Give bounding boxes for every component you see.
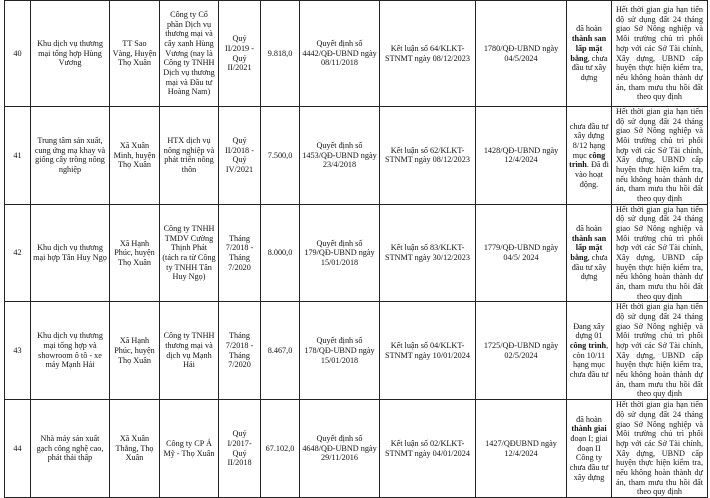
progress-status-cell [567,204,612,302]
location-cell: Xã Hạnh Phúc, huyện Thọ Xuân [110,204,160,302]
status-bold-text: công trình [569,150,606,170]
status-bold-text: thành san lấp mặt bằng [570,34,607,63]
status-pre-text: đã hoàn [576,224,602,234]
project-name-cell: Khu dịch vụ thương mại tổng hợp Hùng Vương [31,1,110,107]
progress-status-cell [567,1,612,107]
status-pre-text: đã hoàn [576,24,602,34]
project-table [4,0,708,498]
approval-decision-cell: Quyết định số 1453/QĐ-UBND ngày 23/4/2018 [300,107,380,205]
location-cell: Xã Xuân Thắng, Thọ Xuân [110,400,160,498]
inspection-conclusion-cell: Kết luận số 02/KLKT-STNMT ngày 04/01/2024 [380,400,476,498]
extension-decision-cell: 1427/QĐUBND ngày 12/4/2024 [476,400,567,498]
table-row [5,400,708,498]
schedule-cell: Tháng 7/2018 - Tháng 7/2020 [219,302,261,400]
capital-cell: 7.500,0 [261,107,300,205]
table-row [5,107,708,205]
stt-cell: 44 [5,400,31,498]
location-cell: TT Sao Vàng, Huyện Thọ Xuân [110,1,160,107]
investor-cell: Công ty TNHH TMDV Cường Thịnh Phát (tách ra từ Công ty TNHH Tân Huy Ngọ) [160,204,219,302]
approval-decision-cell: Quyết định số 178/QĐ-UBND ngày 15/01/2018 [300,302,380,400]
capital-cell: 9.818,0 [261,1,300,107]
capital-cell: 67.102,0 [261,400,300,498]
schedule-cell: Quý II/2019 - Quý II/2021 [219,1,261,107]
inspection-conclusion-cell: Kết luận số 62/KLKT-STNMT ngày 08/12/2023 [380,107,476,205]
project-name-cell: Khu dịch vụ thương mại tổng hợp và showroom ô tô - xe máy Mạnh Hải [31,302,110,400]
stt-cell: 40 [5,1,31,107]
inspection-conclusion-cell: Kết luận số 04/KLKT-STNMT ngày 10/01/2024 [380,302,476,400]
recommendation-cell: Hết thời gian gia hạn tiến độ sử dụng đất 24 tháng giao Sở Nông nghiệp và Môi trường chủ trì phối hợp với các Sở Tài chính, Xây dựng, UBND cấp huyện thực hiện kiểm tra, nếu không hoàn thành dự án, tham mưu thu hồi đất theo quy định [612,302,708,400]
investor-cell: HTX dịch vụ nông nghiệp và phát triển nông thôn [160,107,219,205]
extension-decision-cell: 1779/QĐ-UBND ngày 04/5/ 2024 [476,204,567,302]
recommendation-cell: Hết thời gian gia hạn tiến độ sử dụng đất 24 tháng giao Sở Nông nghiệp và Môi trường chủ trì phối hợp với các Sở Tài chính, Xây dựng, UBND cấp huyện thực hiện kiểm tra, nếu không hoàn thành dự án, tham mưu thu hồi đất theo quy định [612,400,708,498]
schedule-cell: Quý I/2017- Quý II/2018 [219,400,261,498]
status-bold-text: thành giai [571,424,607,434]
extension-decision-cell: 1780/QĐ-UBND ngày 04/5/2024 [476,1,567,107]
table-row [5,302,708,400]
approval-decision-cell: Quyết định số 4648/QĐ-UBND ngày 29/11/2016 [300,400,380,498]
project-name-cell: Khu dịch vụ thương mại hợp Tân Huy Ngọ [31,204,110,302]
table-row [5,204,708,302]
status-post-text: đoạn I; giai đoạn II Công ty chưa đầu tư xây dựng [569,434,609,482]
extension-decision-cell: 1725/QĐ-UBND ngày 02/5/2024 [476,302,567,400]
location-cell: Xã Hạnh Phúc, huyện Thọ Xuân [110,302,160,400]
progress-status-cell [567,302,612,400]
project-name-cell: Trung tâm sản xuất, cung ứng mạ khay và giống cây trồng nông nghiệp [31,107,110,205]
stt-cell: 42 [5,204,31,302]
investor-cell: Công ty TNHH thương mại và dịch vụ Mạnh Hải [160,302,219,400]
status-pre-text: Đang xây dựng 01 [573,321,605,341]
investor-cell: Công ty CP Á Mỹ - Thọ Xuân [160,400,219,498]
approval-decision-cell: Quyết định số 179/QĐ-UBND ngày 15/01/2018 [300,204,380,302]
status-post-text: , chưa đầu tư xây dựng [571,53,608,82]
status-pre-text: chưa đầu tư xây dựng 8/12 hạng mục [569,121,609,160]
progress-status-cell [567,400,612,498]
status-pre-text: đã hoàn [576,414,602,424]
extension-decision-cell: 1428/QĐ-UBND ngày 12/4/2024 [476,107,567,205]
inspection-conclusion-cell: Kết luận số 83/KLKT-STNMT ngày 30/12/2023 [380,204,476,302]
status-bold-text: thành san lấp mặt bằng [570,233,607,263]
location-cell: Xã Xuân Minh, huyện Thọ Xuân [110,107,160,205]
investor-cell: Công ty Cổ phần Dịch vụ thương mại và cây xanh Hùng Vương (nay là Công ty TNHH Dịch vụ thương mại và Đầu tư Hoàng Nam) [160,1,219,107]
capital-cell: 8.467,0 [261,302,300,400]
table-row [5,1,708,107]
schedule-cell: Tháng 7/2018 - Tháng 7/2020 [219,204,261,302]
stt-cell: 41 [5,107,31,205]
project-name-cell: Nhà máy sản xuất gạch công nghệ cao, phát thải thấp [31,400,110,498]
capital-cell: 8.000,0 [261,204,300,302]
progress-status-cell [567,107,612,205]
approval-decision-cell: Quyết định số 4442/QĐ-UBND ngày 08/11/2018 [300,1,380,107]
stt-cell: 43 [5,302,31,400]
recommendation-cell: Hết thời gian gia hạn tiến độ sử dụng đất 24 tháng giao Sở Nông nghiệp và Môi trường chủ trì phối hợp với các Sở Tài chính, Xây dựng, UBND cấp huyện thực hiện kiểm tra, nếu không hoàn thành dự án, tham mưu thu hồi đất theo quy định [612,107,708,205]
status-post-text: , còn 10/11 hạng mục chưa đầu tư [569,341,609,380]
schedule-cell: Quý II/2018 - Quý IV/2021 [219,107,261,205]
inspection-conclusion-cell: Kết luận số 64/KLKT-STNMT ngày 08/12/2023 [380,1,476,107]
recommendation-cell: Hết thời gian gia hạn tiến độ sử dụng đất 24 tháng giao Sở Nông nghiệp và Môi trường chủ trì phối hợp với các Sở Tài chính, Xây dựng, UBND cấp huyện thực hiện kiểm tra, nếu không hoàn thành dự án, tham mưu thu hồi đất theo quy định [612,1,708,107]
status-post-text: , chưa đầu tư xây dựng [571,253,608,282]
status-post-text: . Đã đi vào hoạt động. [575,160,609,189]
recommendation-cell: Hết thời gian gia hạn tiến độ sử dụng đất 24 tháng giao Sở Nông nghiệp và Môi trường chủ trì phối hợp với các Sở Tài chính, Xây dựng, UBND cấp huyện thực hiện kiểm tra, nếu không hoàn thành dự án, tham mưu thu hồi đất theo quy định [612,204,708,302]
status-bold-text: công trình [569,341,607,351]
